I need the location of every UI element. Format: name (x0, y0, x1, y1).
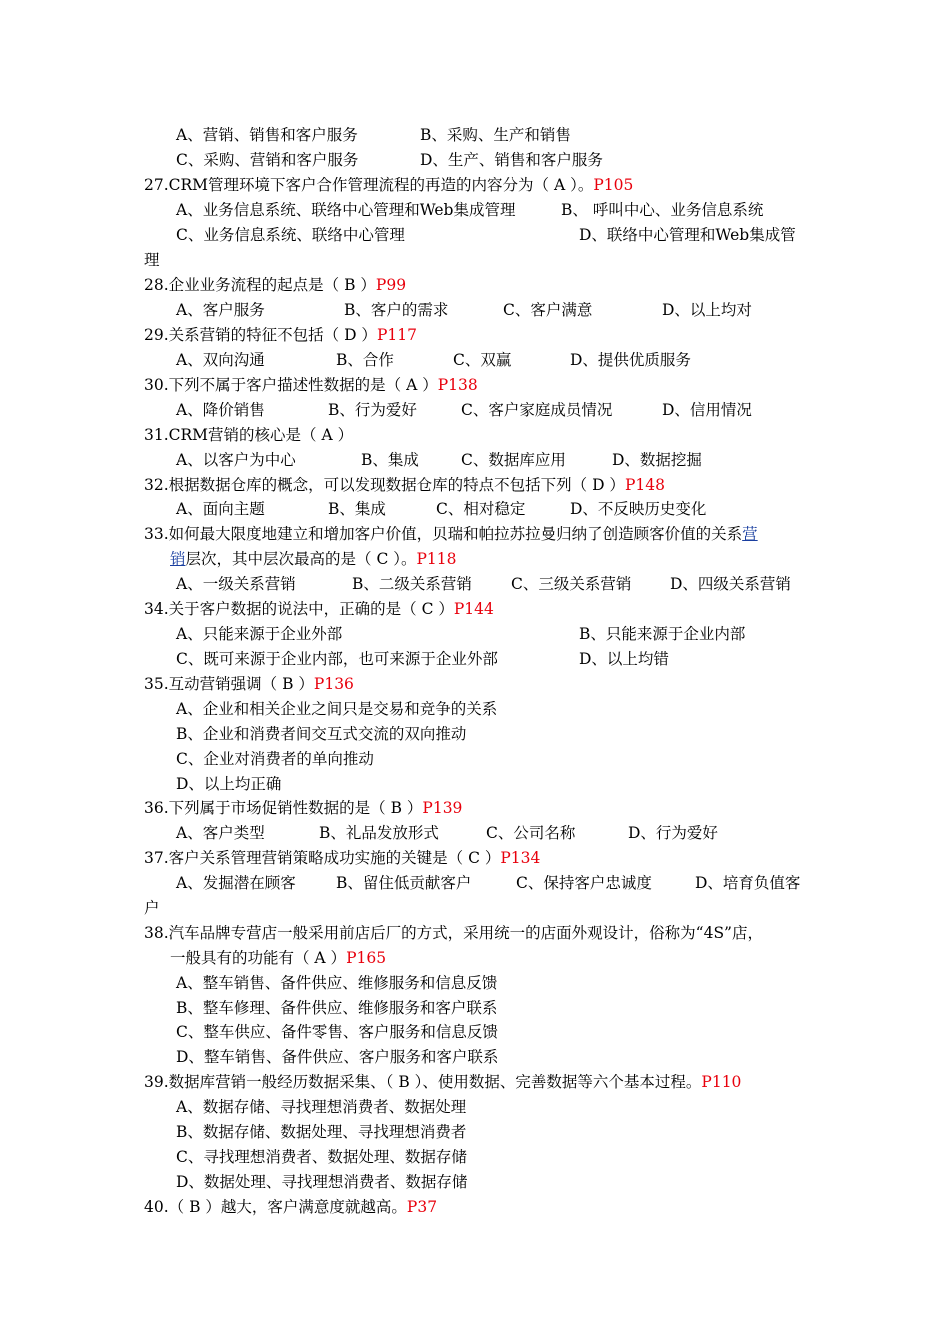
option-a: A、一级关系营销 (176, 575, 296, 593)
page-reference: P136 (313, 675, 354, 693)
option-a: A、以客户为中心 (176, 451, 296, 469)
option-a: A、客户类型 (176, 824, 265, 842)
question-text: 28.企业业务流程的起点是（ B ） (144, 276, 376, 294)
question-text: 层次，其中层次最高的是（ C ）。 (185, 550, 417, 568)
page-reference: P118 (416, 550, 457, 568)
option-d: D、生产、销售和客户服务 (420, 151, 603, 169)
question-37 (144, 847, 540, 869)
option-c: C、公司名称 (486, 824, 576, 842)
question-text: 36.下列属于市场促销性数据的是（ B ） (144, 799, 423, 817)
option-c: C、采购、营销和客户服务 (176, 151, 359, 169)
option-d: D、数据挖掘 (612, 451, 702, 469)
option-d: D、以上均正确 (176, 775, 282, 793)
option-c: C、相对稳定 (436, 500, 526, 518)
question-text: 30.下列不属于客户描述性数据的是（ A ） (144, 376, 438, 394)
option-d: D、以上均对 (662, 301, 752, 319)
option-a: A、数据存储、寻找理想消费者、数据处理 (176, 1098, 467, 1116)
option-c: C、客户满意 (503, 301, 593, 319)
option-a: A、只能来源于企业外部 (176, 625, 343, 643)
question-text: 38.汽车品牌专营店一般采用前店后厂的方式，采用统一的店面外观设计，俗称为“4S”店， (144, 924, 763, 942)
option-d: D、信用情况 (662, 401, 752, 419)
question-text: 29.关系营销的特征不包括（ D ） (144, 326, 377, 344)
option-a: A、企业和相关企业之间只是交易和竞争的关系 (176, 700, 498, 718)
option-a: A、发掘潜在顾客 (176, 874, 296, 892)
wrap-text: 户 (144, 899, 160, 917)
option-b: B、集成 (361, 451, 419, 469)
option-b: B、合作 (336, 351, 394, 369)
option-a: A、降价销售 (176, 401, 265, 419)
page-reference: P138 (437, 376, 478, 394)
option-a: A、营销、销售和客户服务 (176, 126, 358, 144)
page-reference: P99 (375, 276, 407, 294)
page-reference: P117 (376, 326, 417, 344)
hyperlink[interactable]: 销 (170, 550, 186, 568)
question-text: 33.如何最大限度地建立和增加客户价值，贝瑞和帕拉苏拉曼归纳了创造顾客价值的关系 (144, 525, 743, 543)
question-text: 27.CRM管理环境下客户合作管理流程的再造的内容分为（ A ）。 (144, 176, 594, 194)
page-reference: P37 (406, 1198, 438, 1216)
question-34 (144, 598, 494, 620)
option-c: C、寻找理想消费者、数据处理、数据存储 (176, 1148, 467, 1166)
question-30 (144, 374, 478, 396)
option-d: D、提供优质服务 (570, 351, 691, 369)
question-32 (144, 474, 665, 496)
page-reference: P144 (453, 600, 494, 618)
option-c: C、既可来源于企业内部，也可来源于企业外部 (176, 650, 498, 668)
option-b: B、客户的需求 (344, 301, 449, 319)
option-a: A、面向主题 (176, 500, 265, 518)
option-a: A、客户服务 (176, 301, 265, 319)
option-b: B、数据存储、数据处理、寻找理想消费者 (176, 1123, 467, 1141)
question-33-cont (170, 548, 457, 570)
question-39 (144, 1071, 741, 1093)
page-reference: P110 (701, 1073, 742, 1091)
option-c: C、三级关系营销 (511, 575, 632, 593)
question-text: 37.客户关系管理营销策略成功实施的关键是（ C ） (144, 849, 501, 867)
page-reference: P105 (593, 176, 634, 194)
option-c: C、双赢 (453, 351, 512, 369)
option-b: B、二级关系营销 (352, 575, 472, 593)
hyperlink[interactable]: 营 (742, 525, 758, 543)
question-text: 39.数据库营销一般经历数据采集、（ B ）、使用数据、完善数据等六个基本过程。 (144, 1073, 702, 1091)
option-c: C、企业对消费者的单向推动 (176, 750, 374, 768)
question-text: 34.关于客户数据的说法中，正确的是（ C ） (144, 600, 454, 618)
option-a: A、双向沟通 (176, 351, 265, 369)
page-reference: P148 (624, 476, 665, 494)
option-b: B、留住低贡献客户 (336, 874, 472, 892)
option-b: B、采购、生产和销售 (420, 126, 571, 144)
option-b: B、只能来源于企业内部 (579, 625, 746, 643)
option-c: C、数据库应用 (461, 451, 566, 469)
question-27 (144, 174, 633, 196)
question-35 (144, 673, 354, 695)
question-38 (144, 922, 763, 944)
option-d: D、培育负值客 (695, 874, 801, 892)
option-b: B、集成 (328, 500, 386, 518)
option-d: D、以上均错 (579, 650, 669, 668)
question-text: 40.（ B ）越大，客户满意度就越高。 (144, 1198, 407, 1216)
option-d: D、不反映历史变化 (570, 500, 707, 518)
question-33 (144, 523, 758, 545)
question-text: 31.CRM营销的核心是（ A ） (144, 426, 354, 444)
option-a: A、业务信息系统、联络中心管理和Web集成管理 (176, 201, 516, 219)
option-c: C、整车供应、备件零售、客户服务和信息反馈 (176, 1023, 498, 1041)
question-text: 一般具有的功能有（ A ） (170, 949, 347, 967)
option-d: D、数据处理、寻找理想消费者、数据存储 (176, 1173, 468, 1191)
question-text: 32.根据数据仓库的概念，可以发现数据仓库的特点不包括下列（ D ） (144, 476, 625, 494)
page-reference: P134 (500, 849, 541, 867)
question-38-cont (170, 947, 386, 969)
page-reference: P165 (346, 949, 387, 967)
option-b: B、 呼叫中心、业务信息系统 (561, 201, 764, 219)
question-40 (144, 1196, 437, 1218)
question-36 (144, 797, 462, 819)
option-c: C、保持客户忠诚度 (516, 874, 652, 892)
question-31 (144, 424, 353, 446)
option-b: B、礼品发放形式 (319, 824, 439, 842)
question-28 (144, 274, 406, 296)
option-b: B、企业和消费者间交互式交流的双向推动 (176, 725, 467, 743)
option-b: B、整车修理、备件供应、维修服务和客户联系 (176, 999, 498, 1017)
option-c: C、客户家庭成员情况 (461, 401, 613, 419)
page-reference: P139 (422, 799, 463, 817)
option-d: D、整车销售、备件供应、客户服务和客户联系 (176, 1048, 499, 1066)
question-29 (144, 324, 417, 346)
option-a: A、整车销售、备件供应、维修服务和信息反馈 (176, 974, 498, 992)
option-d: D、联络中心管理和Web集成管 (579, 226, 796, 244)
question-text: 35.互动营销强调（ B ） (144, 675, 314, 693)
wrap-text: 理 (144, 251, 160, 269)
option-b: B、行为爱好 (328, 401, 417, 419)
option-d: D、四级关系营销 (670, 575, 791, 593)
option-d: D、行为爱好 (628, 824, 718, 842)
option-c: C、业务信息系统、联络中心管理 (176, 226, 405, 244)
